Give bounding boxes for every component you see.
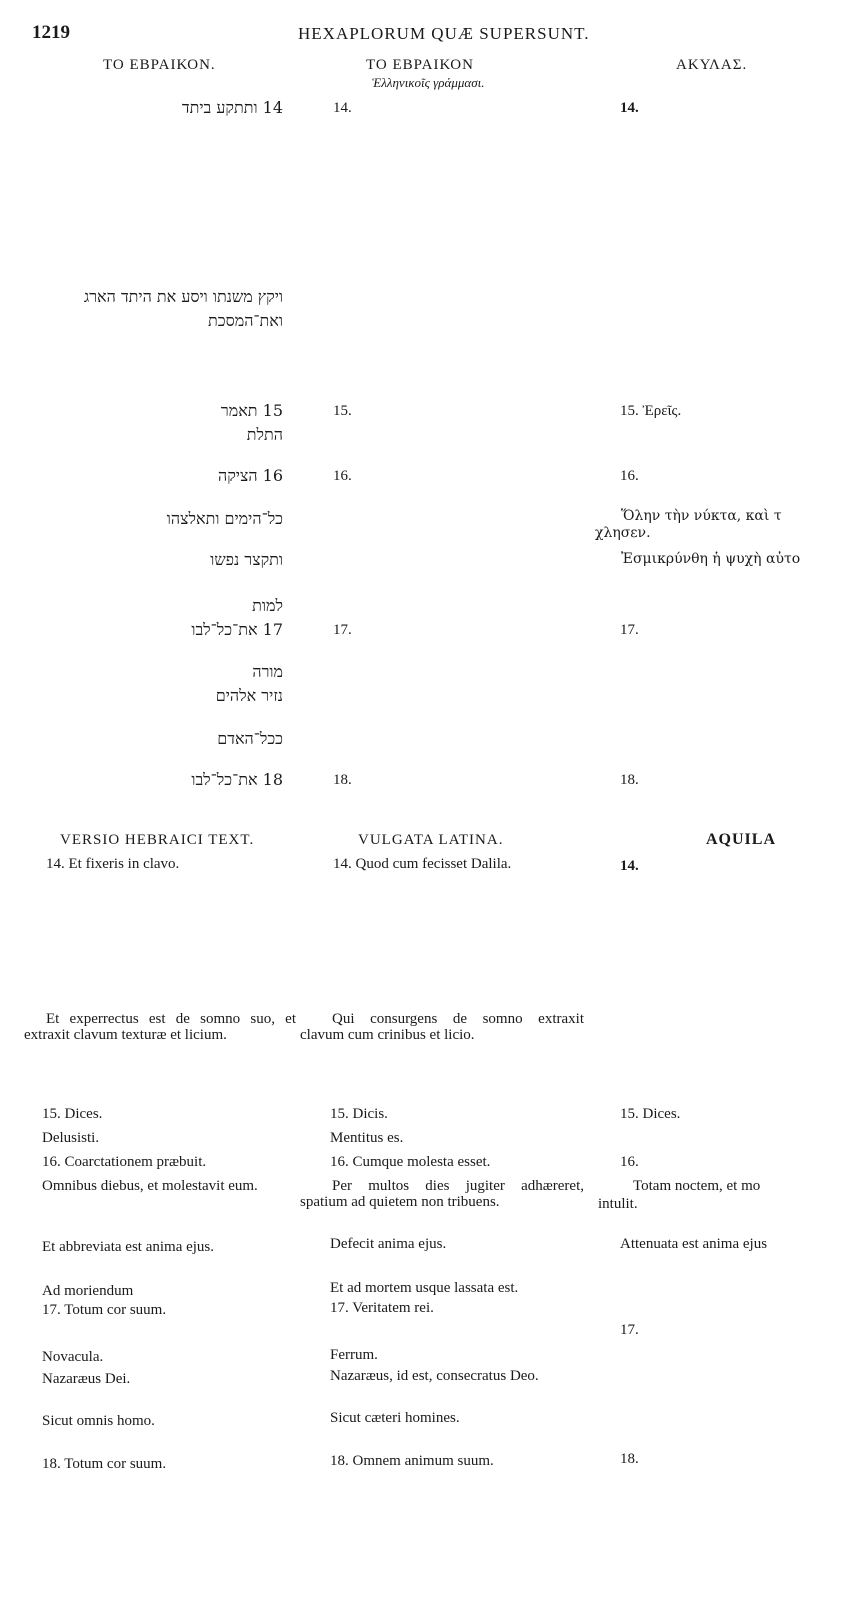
aquila-column-head: ΑΚΥΛΑΣ. bbox=[676, 57, 748, 73]
hebrew-line-17: 17 את־כל־לבו bbox=[191, 620, 283, 639]
vulgata-18: 18. Omnem animum suum. bbox=[330, 1453, 494, 1469]
translit-column-subhead: Ἑλληνικοῖς γράμμασι. bbox=[372, 75, 485, 90]
page-number: 1219 bbox=[32, 22, 70, 43]
aquila-latin-16: 16. bbox=[620, 1154, 639, 1170]
versio-sicut: Sicut omnis homo. bbox=[42, 1413, 155, 1429]
aquila-latin-intulit: intulit. bbox=[598, 1196, 638, 1212]
aquila-verse-17: 17. bbox=[620, 622, 639, 638]
versio-18: 18. Totum cor suum. bbox=[42, 1456, 167, 1472]
vulgata-et-ad-mortem: Et ad mortem usque lassata est. bbox=[330, 1280, 519, 1296]
aquila-latin-totam: Totam noctem, et mo bbox=[633, 1178, 761, 1194]
hebrew-line-nazir: נזיר אלהים bbox=[215, 686, 283, 705]
versio-novacula: Novacula. bbox=[42, 1349, 104, 1365]
vulgata-per-multos: Per multos dies jugiter adhæreret, spatium ad quietem non tribuens. bbox=[300, 1178, 584, 1210]
running-head: HEXAPLORUM QUÆ SUPERSUNT. bbox=[298, 24, 590, 43]
hebrew-line-kol-hayamim: כל־הימים ותאלצהו bbox=[166, 509, 283, 528]
vulgata-mentitus: Mentitus es. bbox=[330, 1130, 404, 1146]
hebrew-line-lamut: למות bbox=[252, 596, 283, 615]
vulgata-ferrum: Ferrum. bbox=[330, 1347, 378, 1363]
vulgata-17: 17. Veritatem rei. bbox=[330, 1300, 434, 1316]
versio-17: 17. Totum cor suum. bbox=[42, 1302, 167, 1318]
aquila-verse-16: 16. bbox=[620, 468, 639, 484]
hebrew-line-18: 18 את־כל־לבו bbox=[191, 770, 283, 789]
translit-verse-14: 14. bbox=[333, 100, 352, 116]
versio-omnibus: Omnibus diebus, et molestavit eum. bbox=[42, 1178, 258, 1194]
hebrew-column-head: ΤΟ ΕΒΡΑΙΚΟΝ. bbox=[103, 57, 216, 73]
hebrew-line-kechol: ככל־האדם bbox=[217, 729, 283, 748]
hebrew-line-mora: מורה bbox=[252, 662, 283, 681]
versio-experrectus: Et experrectus est de somno suo, et extraxit clavum texturæ et licium. bbox=[24, 1011, 296, 1043]
aquila-latin-14: 14. bbox=[620, 858, 639, 874]
vulgata-14: 14. Quod cum fecisset Dalila. bbox=[333, 856, 512, 872]
vulgata-qui: Qui consurgens de somno extraxit clavum cum crinibus et licio. bbox=[300, 1011, 584, 1043]
aquila-latin-column-head: AQUILA bbox=[706, 831, 777, 848]
translit-verse-17: 17. bbox=[333, 622, 352, 638]
vulgata-nazaraeus: Nazaræus, id est, consecratus Deo. bbox=[330, 1368, 539, 1384]
versio-16: 16. Coarctationem præbuit. bbox=[42, 1154, 207, 1170]
versio-15: 15. Dices. bbox=[42, 1106, 103, 1122]
aquila-verse-14: 14. bbox=[620, 100, 639, 116]
hebrew-line-hetalta: התלת bbox=[246, 425, 283, 444]
aquila-greek-line-1: Ὅλην τὴν νύκτα, καὶ τ bbox=[621, 508, 782, 524]
versio-delusisti: Delusisti. bbox=[42, 1130, 100, 1146]
hebrew-line-15: 15 תאמר bbox=[220, 401, 283, 420]
versio-abbreviata: Et abbreviata est anima ejus. bbox=[42, 1239, 215, 1255]
aquila-greek-line-3: Ἐσμικρύνθη ἡ ψυχὴ αὐτο bbox=[621, 551, 801, 567]
hebrew-line-veet: ואת־המסכת bbox=[208, 311, 283, 330]
vulgata-sicut: Sicut cæteri homines. bbox=[330, 1410, 460, 1426]
vulgata-15: 15. Dicis. bbox=[330, 1106, 388, 1122]
aquila-latin-15: 15. Dices. bbox=[620, 1106, 681, 1122]
hebrew-line-16: 16 הציקה bbox=[218, 466, 283, 485]
versio-column-head: VERSIO HEBRAICI TEXT. bbox=[60, 832, 255, 848]
hebrew-line-14: 14 ותתקע ביתד bbox=[181, 98, 283, 117]
aquila-verse-15: 15. Ἐρεῖς. bbox=[620, 403, 682, 419]
versio-nazaraeus: Nazaræus Dei. bbox=[42, 1371, 131, 1387]
aquila-latin-attenuata: Attenuata est anima ejus bbox=[620, 1236, 768, 1252]
translit-verse-15: 15. bbox=[333, 403, 352, 419]
translit-verse-16: 16. bbox=[333, 468, 352, 484]
vulgata-defecit: Defecit anima ejus. bbox=[330, 1236, 447, 1252]
versio-14: 14. Et fixeris in clavo. bbox=[46, 856, 180, 872]
translit-verse-18: 18. bbox=[333, 772, 352, 788]
hebrew-line-vayiqatz: ויקץ משנתו ויסע את היתד הארג bbox=[83, 287, 283, 306]
versio-ad-moriendum: Ad moriendum bbox=[42, 1283, 134, 1299]
aquila-verse-18: 18. bbox=[620, 772, 639, 788]
hebrew-line-vatiktzar: ותקצר נפשו bbox=[210, 550, 283, 569]
aquila-latin-17: 17. bbox=[620, 1322, 639, 1338]
aquila-latin-18: 18. bbox=[620, 1451, 639, 1467]
vulgata-16: 16. Cumque molesta esset. bbox=[330, 1154, 491, 1170]
vulgata-column-head: VULGATA LATINA. bbox=[358, 832, 504, 848]
aquila-greek-line-2: χλησεν. bbox=[595, 525, 651, 541]
translit-column-head: ΤΟ ΕΒΡΑΙΚΟΝ bbox=[366, 57, 474, 73]
